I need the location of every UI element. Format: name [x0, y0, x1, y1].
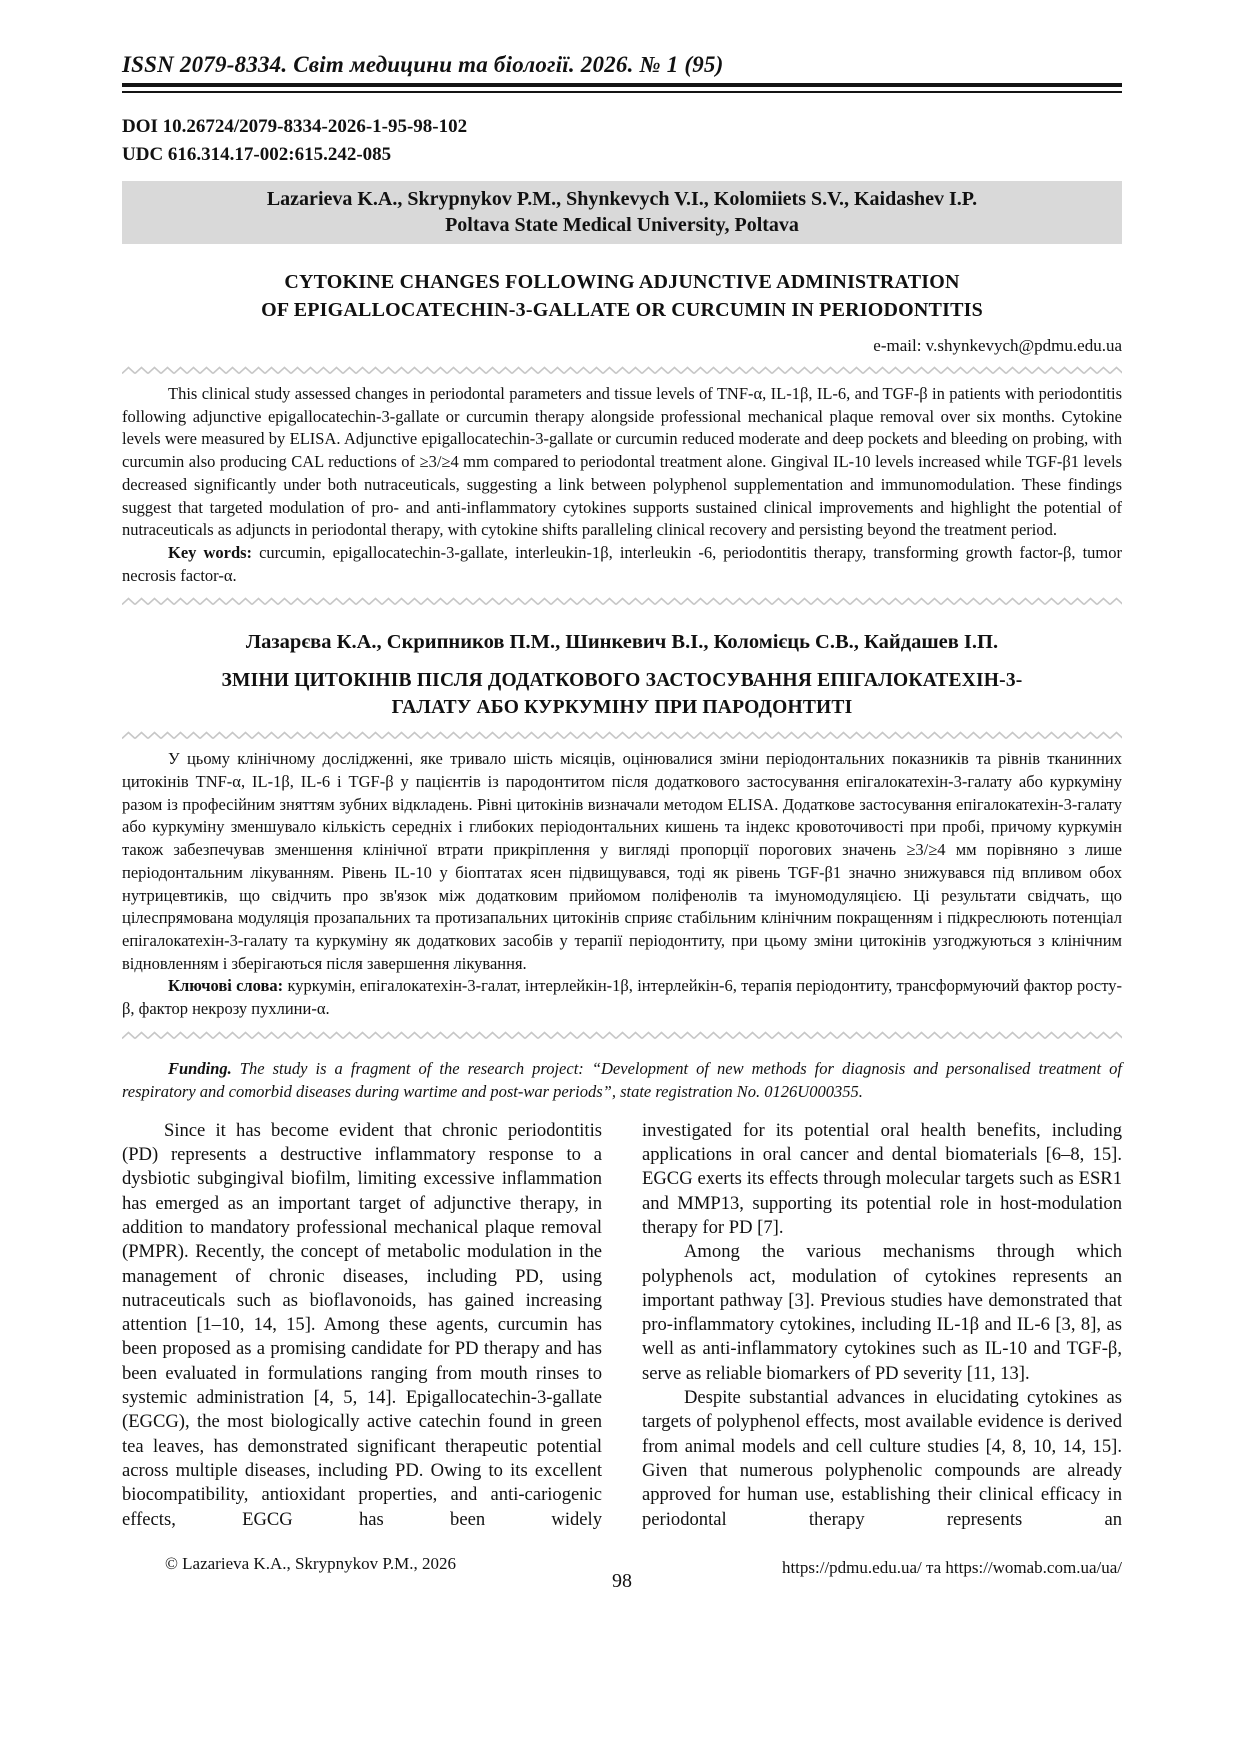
keywords-en-text: curcumin, epigallocatechin-3-gallate, interleukin-1β, interleukin -6, periodontitis therapy, transforming growth factor-β, tumor necrosis factor-α.	[122, 542, 1122, 585]
body-paragraph-intro: Since it has become evident that chronic periodontitis (PD) represents a destructive inflammatory response to a dysbiotic subgingival biofilm, limiting excessive inflammation has emerged as an important target of adjunctive therapy, in addition to mandatory professional mechanical plaque removal (PMPR). Recently, the concept of metabolic modulation in the management of chronic diseases, including PD, using nutraceuticals such as bioflavonoids, has gained increasing attention [1–10, 14, 15]. Among these agents, curcumin has been proposed as a promising candidate for PD therapy and has been evaluated in formulations ranging from mouth rinses to systemic administration [4, 5, 14]. Epigallocatechin-3-gallate (EGCG), the most biologically active catechin found in green tea leaves, has demonstrated significant therapeutic potential across multiple diseases, including PD. Owing to its excellent biocompatibility, antioxidant properties, and anti-cariogenic effects, EGCG has been widely	[122, 1119, 602, 1530]
keywords-uk	[122, 975, 1122, 1020]
copyright-note: © Lazarieva K.A., Skrypnykov P.M., 2026	[165, 1553, 457, 1573]
identifier-block	[122, 113, 1122, 169]
authors-en: Lazarieva K.A., Skrypnykov P.M., Shynkevych V.I., Kolomiiets S.V., Kaidashev I.P.	[266, 188, 978, 210]
authors-banner	[122, 181, 1122, 244]
article-title-en-line2: OF EPIGALLOCATECHIN-3-GALLATE OR CURCUMIN IN PERIODONTITIS	[261, 299, 983, 321]
body-paragraph-intro-continued: investigated for its potential oral health benefits, including applications in oral cancer and dental biomaterials [6–8, 15]. EGCG exerts its effects through molecular targets such as ESR1 and MMP13, supporting its potential role in host-modulation therapy for PD [7].	[642, 1119, 1122, 1238]
article-title-en	[122, 268, 1122, 324]
abstract-uk	[122, 748, 1122, 1020]
funding-note	[122, 1057, 1122, 1103]
zigzag-divider	[122, 730, 1122, 741]
keywords-uk-text: куркумін, епігалокатехін-3-галат, інтерлейкін-1β, інтерлейкін-6, терапія періодонтиту, трансформуючий фактор росту-β, фактор некрозу пухлини-α.	[122, 976, 1122, 1019]
udc-line: UDC 616.314.17-002:615.242-085	[122, 144, 392, 165]
column-right	[642, 1119, 1122, 1532]
authors-uk: Лазарєва К.А., Скрипников П.М., Шинкевич В.І., Коломієць С.В., Кайдашев І.П.	[245, 631, 999, 654]
zigzag-divider	[122, 596, 1122, 607]
email-line: e-mail: v.shynkevych@pdmu.edu.ua	[873, 336, 1122, 355]
header-rule	[122, 83, 1122, 93]
footer	[122, 1554, 1122, 1624]
article-title-uk	[122, 667, 1122, 721]
article-title-uk-line1: ЗМІНИ ЦИТОКІНІВ ПІСЛЯ ДОДАТКОВОГО ЗАСТОСУВАННЯ ЕПІГАЛОКАТЕХІН-3-	[221, 670, 1023, 692]
body-paragraph-mechanisms: Among the various mechanisms through which polyphenols act, modulation of cytokines represents an important pathway [3]. Previous studies have demonstrated that pro-inflammatory cytokines, including IL-1β and IL-6 [3, 8], as well as anti-inflammatory cytokines such as IL-10 and TGF-β, serve as reliable biomarkers of PD severity [11, 13].	[642, 1241, 1122, 1384]
funding-body: The study is a fragment of the research project: “Development of new methods for diagnosis and personalised treatment of respiratory and comorbid diseases during wartime and post-war periods”, state registration No. 0126U000355.	[122, 1058, 1122, 1101]
abstract-en	[122, 383, 1122, 587]
keywords-en	[122, 542, 1122, 587]
page-number: 98	[612, 1569, 632, 1592]
affiliation-en: Poltava State Medical University, Poltava	[445, 214, 799, 236]
body-paragraph-evidence: Despite substantial advances in elucidating cytokines as targets of polyphenol effects, most available evidence is derived from animal models and cell culture studies [4, 8, 10, 14, 15]. Given that numerous polyphenolic compounds are already approved for human use, establishing their clinical efficacy in periodontal therapy represents an	[642, 1387, 1122, 1530]
funding-label: Funding.	[168, 1058, 232, 1078]
footer-links: https://pdmu.edu.ua/ та https://womab.com.ua/ua/	[781, 1557, 1122, 1577]
keywords-uk-label: Ключові слова:	[168, 976, 284, 996]
doi-line: DOI 10.26724/2079-8334-2026-1-95-98-102	[122, 116, 468, 137]
abstract-en-text: This clinical study assessed changes in periodontal parameters and tissue levels of TNF-α, IL-1β, IL-6, and TGF-β in patients with periodontitis following adjunctive epigallocatechin-3-gallate or curcumin therapy alongside professional mechanical plaque removal over six months. Cytokine levels were measured by ELISA. Adjunctive epigallocatechin-3-gallate or curcumin reduced moderate and deep pockets and bleeding on probing, with curcumin also producing CAL reductions of ≥3/≥4 mm compared to periodontal treatment alone. Gingival IL-10 levels increased while TGF-β1 levels decreased significantly under both nutraceuticals, suggesting a link between polyphenol supplementation and immunomodulation. These findings suggest that targeted modulation of pro- and anti-inflammatory cytokines supports sustained clinical improvements and highlight the potential of nutraceuticals as adjuncts in periodontal therapy, with cytokine shifts paralleling clinical recovery and persisting beyond the treatment period.	[122, 384, 1122, 540]
body-columns	[122, 1119, 1122, 1532]
keywords-en-label: Key words:	[168, 542, 253, 562]
abstract-uk-text: У цьому клінічному дослідженні, яке тривало шість місяців, оцінювалися зміни періодонтальних показників та рівнів тканинних цитокінів TNF-α, IL-1β, IL-6 і TGF-β у пацієнтів із пародонтитом після додаткового застосування епігалокатехін-3-галату або куркуміну разом із професійним зняттям зубних відкладень. Рівні цитокінів визначали методом ELISA. Додаткове застосування епігалокатехін-3-галату або куркуміну зменшувало кількість середніх і глибоких періодонтальних кишень та індекс кровоточивості при пробі, причому куркумін також забезпечував зменшення клінічної втрати прикріплення у вигляді пропорції порогових значень ≥3/≥4 мм порівняно з лише періодонтальним лікуванням. Рівень IL-10 у біоптатах ясен підвищувався, тоді як рівень TGF-β1 значно знижувався під впливом обох нутрицевтиків, що свідчить про зв'язок між додатковим прийомом поліфенолів та імуномодуляцією. Ці результати свідчать, що цілеспрямована модуляція прозапальних та протизапальних цитокінів сприяє стабільним клінічним покращенням і підкреслюють потенціал епігалокатехін-3-галату та куркуміну як додаткових засобів у терапії періодонтиту, при цьому зміни цитокінів узгоджуються з клінічним відновленням і зберігаються після завершення лікування.	[122, 749, 1122, 973]
zigzag-divider	[122, 1030, 1122, 1041]
zigzag-divider	[122, 365, 1122, 376]
column-left	[122, 1119, 602, 1532]
article-title-uk-line2: ГАЛАТУ АБО КУРКУМІНУ ПРИ ПАРОДОНТИТІ	[391, 697, 853, 719]
journal-header: ISSN 2079-8334. Світ медицини та біології. 2026. № 1 (95)	[122, 52, 724, 77]
article-title-en-line1: CYTOKINE CHANGES FOLLOWING ADJUNCTIVE ADMINISTRATION	[284, 271, 960, 293]
funding-text	[122, 1057, 1122, 1103]
